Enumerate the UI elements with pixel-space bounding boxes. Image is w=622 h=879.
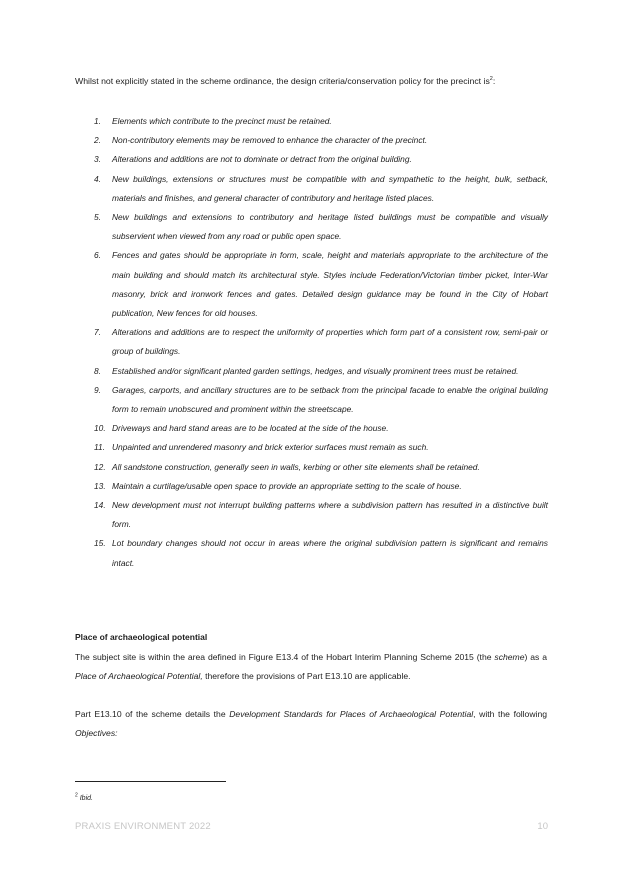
list-item-text: Established and/or significant planted garden settings, hedges, and visually prominent trees must be retained. (112, 365, 519, 376)
list-item-text: Driveways and hard stand areas are to be located at the side of the house. (112, 423, 389, 434)
list-item (94, 419, 548, 438)
p1-emphasis-scheme: scheme (494, 652, 525, 662)
section-heading: Place of archaeological potential (75, 632, 208, 642)
list-item-text: New buildings, extensions or structures must be compatible with and sympathetic to the height, bulk, setback, materials and finishes, and general character of contributory and heritage listed places. (112, 173, 548, 203)
list-item-number: 1. (94, 116, 101, 126)
list-item-text: New buildings and extensions to contributory and heritage listed buildings must be compatible and visually subservient when viewed from any road or public open space. (112, 212, 548, 242)
list-item-text: All sandstone construction, generally seen in walls, kerbing or other site elements shall be retained. (112, 461, 480, 472)
list-item (94, 438, 548, 457)
list-item-number: 4. (94, 173, 101, 184)
p1-text-c: therefore the provisions of Part E13.10 are applicable. (202, 671, 411, 682)
list-item (94, 362, 548, 381)
list-item-number: 7. (94, 327, 101, 338)
list-item (94, 208, 548, 246)
list-item-number: 15. (94, 538, 106, 549)
p1-text-a: The subject site is within the area defined in Figure E13.4 of the Hobart Interim Planning Scheme 2015 (the (75, 652, 495, 662)
footnote (75, 793, 93, 805)
list-item-number: 13. (94, 480, 106, 491)
list-item (94, 534, 548, 572)
intro-suffix: : (492, 76, 496, 86)
intro-paragraph (75, 74, 555, 88)
page-number: 10 (537, 821, 548, 832)
p2-emphasis-objectives: Objectives: (75, 728, 118, 739)
list-item-number: 9. (94, 384, 101, 395)
list-item-number: 6. (94, 250, 101, 261)
list-item-text: Maintain a curtilage/usable open space to provide an appropriate setting to the scale of house. (112, 480, 462, 491)
p2-text-a: Part E13.10 of the scheme details the (75, 709, 230, 719)
list-item-text: Elements which contribute to the precinct must be retained. (112, 116, 332, 126)
list-item-number: 10. (94, 423, 106, 434)
list-item (94, 112, 548, 131)
p2-emphasis-standards: Development Standards for Places of Archaeological Potential (229, 709, 474, 719)
footnote-reference[interactable]: 2 (489, 76, 493, 83)
p1-text-b: ) as a (524, 652, 547, 662)
list-item-number: 12. (94, 461, 106, 472)
list-item (94, 323, 548, 361)
list-item (94, 496, 548, 534)
list-item-text: Alterations and additions are not to dominate or detract from the original building. (112, 154, 412, 165)
list-item-text: Lot boundary changes should not occur in areas where the original subdivision pattern is significant and remains intact. (112, 538, 548, 568)
list-item (94, 246, 548, 323)
intro-text: Whilst not explicitly stated in the scheme ordinance, the design criteria/conservation policy for the precinct is (75, 76, 490, 86)
list-item-number: 8. (94, 365, 101, 376)
list-item-number: 2. (94, 135, 101, 146)
list-item-text: Garages, carports, and ancillary structures are to be setback from the principal facade to enable the original building form to remain unobscured and prominent within the streetscape. (112, 384, 548, 415)
list-item (94, 150, 548, 169)
list-item-number: 5. (94, 212, 101, 223)
list-item-text: Fences and gates should be appropriate in form, scale, height and materials appropriate to the architecture of the main building and should match its architectural style. Styles include Federation/Victorian timber picket, Inter-War masonry, brick and ironwork fences and gates. Detailed design guidance may be found in the City of Hobart publication, New fences for old houses. (112, 250, 548, 319)
list-item-number: 14. (94, 500, 106, 511)
list-item (94, 477, 548, 496)
footnote-number: 2 (75, 792, 78, 799)
archaeology-paragraph-2 (75, 705, 547, 744)
list-item-text: Unpainted and unrendered masonry and brick exterior surfaces must remain as such. (112, 442, 429, 453)
list-item (94, 381, 548, 419)
list-item-number: 11. (94, 442, 106, 453)
footer-company: PRAXIS ENVIRONMENT 2022 (75, 821, 211, 832)
archaeology-paragraph-1 (75, 648, 547, 687)
list-item (94, 458, 548, 477)
list-item (94, 170, 548, 208)
list-item-number: 3. (94, 154, 101, 165)
list-item-text: Alterations and additions are to respect the uniformity of properties which form part of a consistent row, semi-pair or group of buildings. (112, 327, 548, 357)
p2-text-b: , with the following (473, 709, 548, 719)
footnote-divider (75, 781, 226, 782)
footnote-text: Ibid. (79, 795, 93, 802)
list-item (94, 131, 548, 150)
list-item-text: Non-contributory elements may be removed to enhance the character of the precinct. (112, 135, 428, 146)
design-criteria-list (94, 112, 548, 573)
p1-emphasis-place: Place of Archaeological Potential, (75, 671, 203, 682)
list-item-text: New development must not interrupt building patterns where a subdivision pattern has resulted in a distinctive built form. (112, 500, 548, 530)
